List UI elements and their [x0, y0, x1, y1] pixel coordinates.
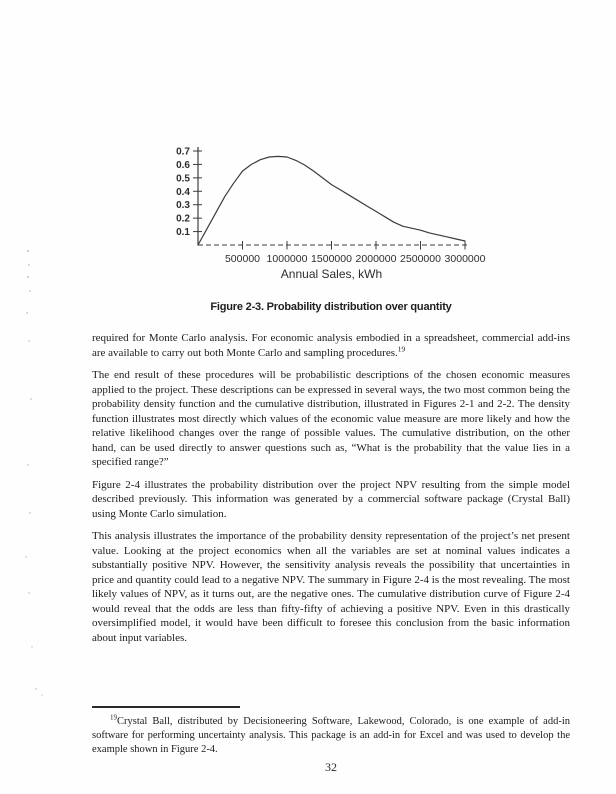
paragraph-2-text: The end result of these procedures will be probabilistic descriptions of the chosen economic measures applied to the project. These descriptions can be expressed in several ways, the two most common being the probability density function and the cumulative distribution, illustrated in Figures 2-1 and 2-2. The density function illustrates most directly which values of the economic value measure are more likely and how the relative likelihood changes over the range of possible values. The cumulative distribution, on the other hand, can be used directly to answer questions such as, “What is the probability that the value lies in a specified range?” — [92, 369, 570, 468]
paragraph-2 — [92, 368, 570, 470]
svg-text:1000000: 1000000 — [266, 253, 308, 265]
probability-distribution-line-chart — [0, 130, 616, 300]
svg-text:0.7: 0.7 — [176, 146, 190, 158]
paragraph-3 — [92, 478, 570, 522]
svg-text:2500000: 2500000 — [400, 253, 441, 265]
figure-2-3-chart — [0, 130, 616, 300]
svg-text:0.3: 0.3 — [176, 200, 190, 212]
svg-text:500000: 500000 — [224, 253, 261, 265]
svg-text:Annual Sales, kWh: Annual Sales, kWh — [280, 267, 383, 281]
footnote-block — [92, 706, 570, 756]
footnote-text — [92, 715, 570, 756]
figure-caption: Figure 2-3. Probability distribution over quantity — [210, 301, 452, 313]
footnote-reference: 19 — [397, 343, 406, 353]
body-text — [92, 331, 570, 653]
footnote-separator — [92, 706, 240, 708]
svg-text:0.1: 0.1 — [176, 227, 190, 239]
svg-text:3000000: 3000000 — [444, 253, 486, 265]
paragraph-1 — [92, 331, 570, 360]
paragraph-4-text: This analysis illustrates the importance of the probability density representation of the project’s net present value. Looking at the project economics when all the variables are set at nominal values indicates a substantially positive NPV. However, the sensitivity analysis reveals the possibility that uncertainties in price and quantity could lead to a negative NPV. The summary in Figure 2-4 is the most revealing. The most likely values of NPV, as it turns out, are the negative ones. The cumulative distribution curve of Figure 2-4 would reveal that the odds are less than fifty-fifty of achieving a positive NPV. Even in this drastically oversimplified model, it would have been difficult to foresee this conclusion from the basic information about input variables. — [92, 530, 570, 644]
paragraph-3-text: Figure 2-4 illustrates the probability distribution over the project NPV resulting from the simple model described previously. This information was generated by a commercial software package (Crystal Ball) using Monte Carlo simulation. — [92, 478, 570, 520]
paragraph-1-text: required for Monte Carlo analysis. For economic analysis embodied in a spreadsheet, commercial add-ins are available to carry out both Monte Carlo and sampling procedures. — [92, 332, 570, 359]
page-number: 32 — [325, 760, 337, 774]
svg-text:0.6: 0.6 — [176, 159, 190, 171]
svg-text:0.5: 0.5 — [176, 173, 190, 185]
footnote-marker: 19 — [110, 713, 117, 722]
svg-text:2000000: 2000000 — [355, 253, 397, 265]
svg-text:1500000: 1500000 — [311, 253, 352, 265]
svg-text:0.2: 0.2 — [176, 213, 190, 225]
svg-text:0.4: 0.4 — [176, 186, 190, 198]
paragraph-4 — [92, 529, 570, 645]
footnote-body: Crystal Ball, distributed by Decisioneering Software, Lakewood, Colorado, is one example of add-in software for performing uncertainty analysis. This package is an add-in for Excel and was used to develop the example shown in Figure 2-4. — [92, 716, 570, 755]
